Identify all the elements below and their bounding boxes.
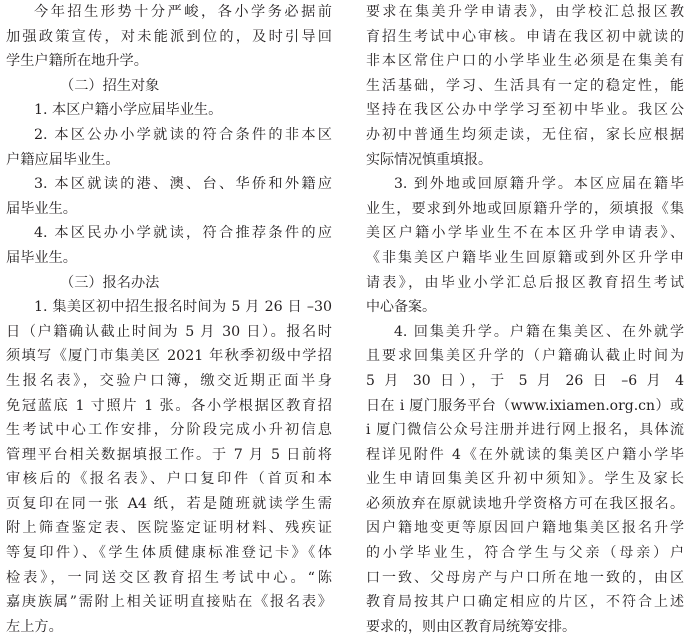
- text-line: 教育局按其户口确定相应的片区，不符合上述: [366, 594, 684, 611]
- text-line: 学生户籍所在地升学。: [6, 53, 148, 70]
- text-line: 免冠蓝底 1 寸照片 1 张。各小学根据区教育招: [6, 397, 332, 414]
- text-line: 因户籍地变更等原因回户籍地集美区报名升学: [366, 520, 684, 537]
- text-line: 户籍应届毕业生。: [6, 151, 120, 168]
- text-line: 管理平台相关数据填报工作。于 7 月 5 日前将: [6, 446, 332, 463]
- text-line: 请表》，由毕业小学汇总后报区教育招生考试: [366, 274, 684, 291]
- right-column: [366, 0, 684, 639]
- text-line: 要求的，则由区教育局统筹安排。: [366, 618, 576, 635]
- text-line: 届毕业生。: [6, 249, 77, 266]
- text-line: 左上方。: [6, 618, 63, 635]
- text-line: 办初中普通生均须走读，无住宿，家长应根据: [366, 126, 684, 143]
- text-line: 必须放弃在原就读地升学资格方可在我区报名。: [366, 495, 684, 512]
- text-line: 页复印在同一张 A4 纸，若是随班就读学生需: [6, 495, 332, 512]
- text-line: 育招生考试中心审核。申请在我区初中就读的: [366, 28, 684, 45]
- text-line: 美区户籍小学毕业生不在本区升学申请表》、: [366, 225, 684, 242]
- text-line: 《非集美区户籍毕业生回原籍或到外区升学申: [366, 249, 684, 266]
- text-line: 程详见附件 4《在外就读的集美区户籍小学毕: [366, 446, 684, 463]
- text-line: i 厦门微信公众号注册并进行网上报名，具体流: [366, 422, 684, 439]
- text-line: 业生申请回集美区升初中须知》。学生及家长: [366, 471, 684, 488]
- text-line: 4. 本区民办小学就读，符合推荐条件的应: [34, 225, 332, 242]
- text-line: 1. 集美区初中招生报名时间为 5 月 26 日 –30: [34, 299, 332, 316]
- text-line: 审核后的《报名表》、户口复印件（首页和本: [6, 471, 332, 488]
- text-line: 今年招生形势十分严峻，各小学务必据前: [34, 4, 332, 20]
- text-line: 1. 本区户籍小学应届毕业生。: [34, 102, 223, 119]
- text-line: 坚持在我区公办中学学习至初中毕业。我区公: [366, 102, 684, 119]
- text-line: 日在 i 厦门服务平台（www.ixiamen.org.cn）或: [366, 397, 684, 414]
- left-column: [6, 0, 332, 639]
- text-line: 须填写《厦门市集美区 2021 年秋季初级中学招: [6, 348, 332, 365]
- text-line: 中心备案。: [366, 299, 436, 316]
- section-heading: （二）招生对象: [60, 77, 160, 94]
- text-line: 日（户籍确认截止时间为 5 月 30 日）。报名时: [6, 323, 332, 340]
- text-line: 要求在集美升学申请表》，由学校汇总报区教: [366, 4, 684, 20]
- text-line: 加强政策宣传，对未能派到位的，及时引导回: [6, 28, 332, 45]
- text-line: 且要求回集美区升学的（户籍确认截止时间为: [366, 348, 684, 365]
- text-line: 4. 回集美升学。户籍在集美区、在外就学: [394, 323, 684, 340]
- text-line: 的小学毕业生，符合学生与父亲（母亲）户: [366, 545, 684, 562]
- text-line: 2. 本区公办小学就读的符合条件的非本区: [34, 126, 332, 143]
- text-line: 届毕业生。: [6, 200, 77, 217]
- text-line: 口一致、父母房产与户口所在地一致的，由区: [366, 569, 684, 586]
- text-line: 检表》，一同送交区教育招生考试中心。“陈: [6, 569, 332, 586]
- text-line: 生活基础，学习、生活具有一定的稳定性，能: [366, 77, 684, 94]
- text-line: 3. 本区就读的港、澳、台、华侨和外籍应: [34, 176, 332, 193]
- text-line: 实际情况慎重填报。: [366, 151, 492, 168]
- text-line: 嘉庚族属”需附上相关证明直接贴在《报名表》: [6, 594, 332, 611]
- text-line: 附上筛查鉴定表、医院鉴定证明材料、残疾证: [6, 520, 332, 537]
- text-line: 生考试中心工作安排，分阶段完成小升初信息: [6, 422, 332, 439]
- text-line: 生报名表》，交验户口簿，缴交近期正面半身: [6, 372, 332, 389]
- section-heading: （三）报名办法: [60, 274, 160, 291]
- text-line: 非本区常住户口的小学毕业生必须是在集美有: [366, 53, 684, 70]
- text-line: 业生，要求到外地或回原籍升学的，须填报《集: [366, 200, 684, 217]
- text-line: 5 月 30 日），于 5 月 26 日 –6 月 4: [366, 372, 684, 389]
- text-line: 3. 到外地或回原籍升学。本区应届在籍毕: [394, 176, 684, 193]
- text-line: 等复印件）、《学生体质健康标准登记卡》《体: [6, 545, 332, 562]
